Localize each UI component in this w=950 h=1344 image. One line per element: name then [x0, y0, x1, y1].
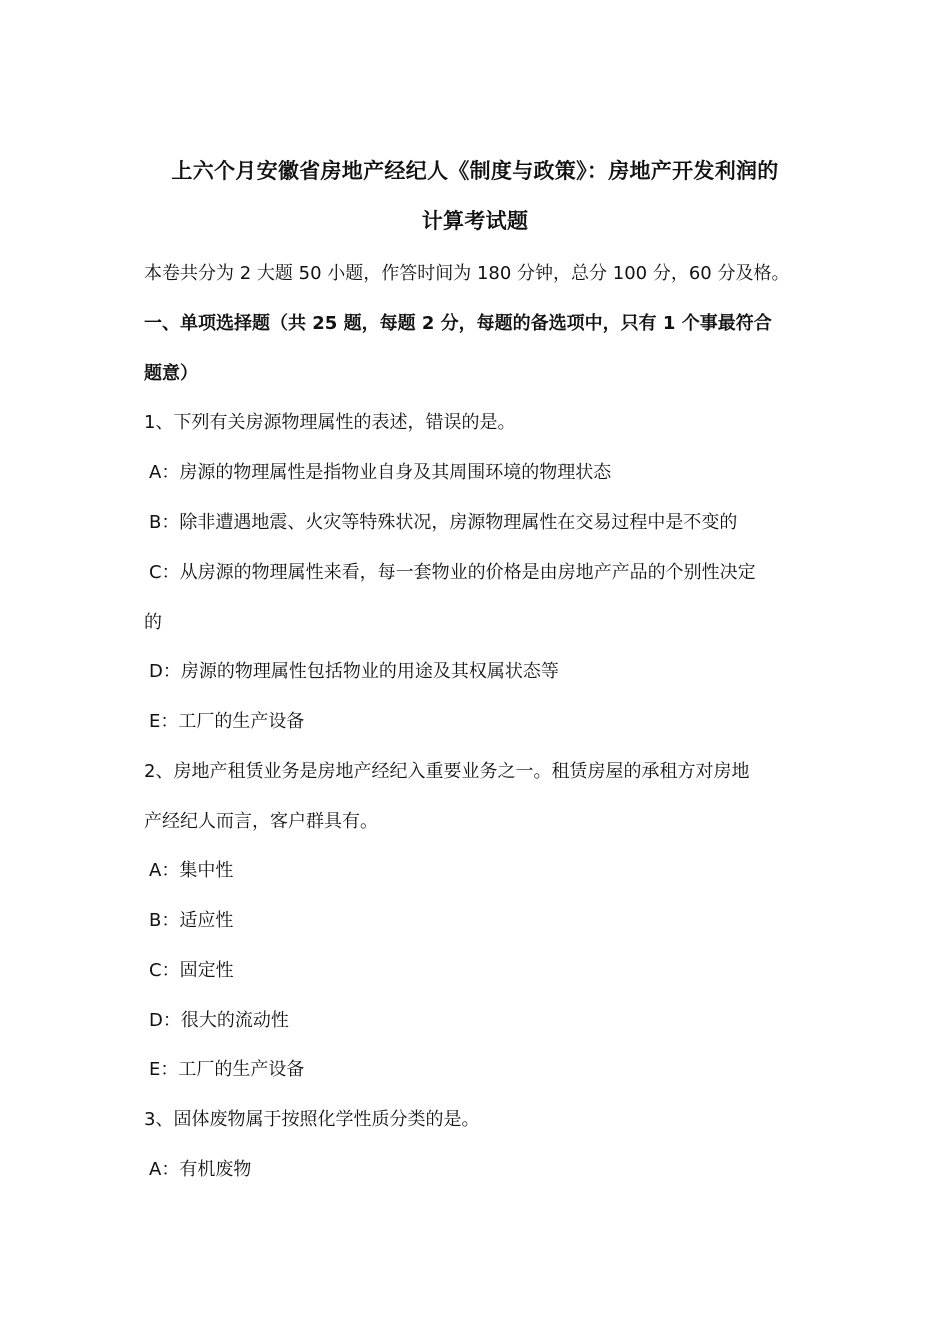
- question-2-stem-line1: 2、房地产租赁业务是房地产经纪入重要业务之一。租赁房屋的承租方对房地: [144, 761, 750, 782]
- question-1-option-a: A：房源的物理属性是指物业自身及其周围环境的物理状态: [149, 462, 612, 483]
- question-2-option-c: C：固定性: [149, 960, 234, 981]
- question-1-option-c-line1: C：从房源的物理属性来看，每一套物业的价格是由房地产产品的个别性决定: [149, 562, 756, 583]
- question-2-option-d: D：很大的流动性: [149, 1010, 289, 1031]
- question-2-stem-line2: 产经纪人而言，客户群具有。: [144, 811, 378, 832]
- question-1-option-b: B：除非遭遇地震、火灾等特殊状况，房源物理属性在交易过程中是不变的: [149, 512, 738, 533]
- exam-intro: 本卷共分为 2 大题 50 小题，作答时间为 180 分钟，总分 100 分，60 分及格。: [144, 263, 790, 284]
- question-2-option-e: E：工厂的生产设备: [149, 1059, 305, 1080]
- question-1-stem: 1、下列有关房源物理属性的表述，错误的是。: [144, 412, 516, 433]
- document-title-line2: 计算考试题: [421, 209, 529, 233]
- question-1-option-e: E：工厂的生产设备: [149, 711, 305, 732]
- question-2-option-a: A：集中性: [149, 860, 234, 881]
- question-2-option-b: B：适应性: [149, 910, 234, 931]
- section-heading-line1: 一、单项选择题（共 25 题，每题 2 分，每题的备选项中，只有 1 个事最符合: [144, 313, 772, 334]
- question-1-option-c-line2: 的: [144, 612, 162, 633]
- document-title-line1: 上六个月安徽省房地产经纪人《制度与政策》：房地产开发利润的: [171, 159, 779, 183]
- section-heading-line2: 题意）: [144, 363, 198, 384]
- question-3-stem: 3、固体废物属于按照化学性质分类的是。: [144, 1109, 480, 1130]
- question-1-option-d: D：房源的物理属性包括物业的用途及其权属状态等: [149, 661, 559, 682]
- question-3-option-a: A：有机废物: [149, 1159, 252, 1180]
